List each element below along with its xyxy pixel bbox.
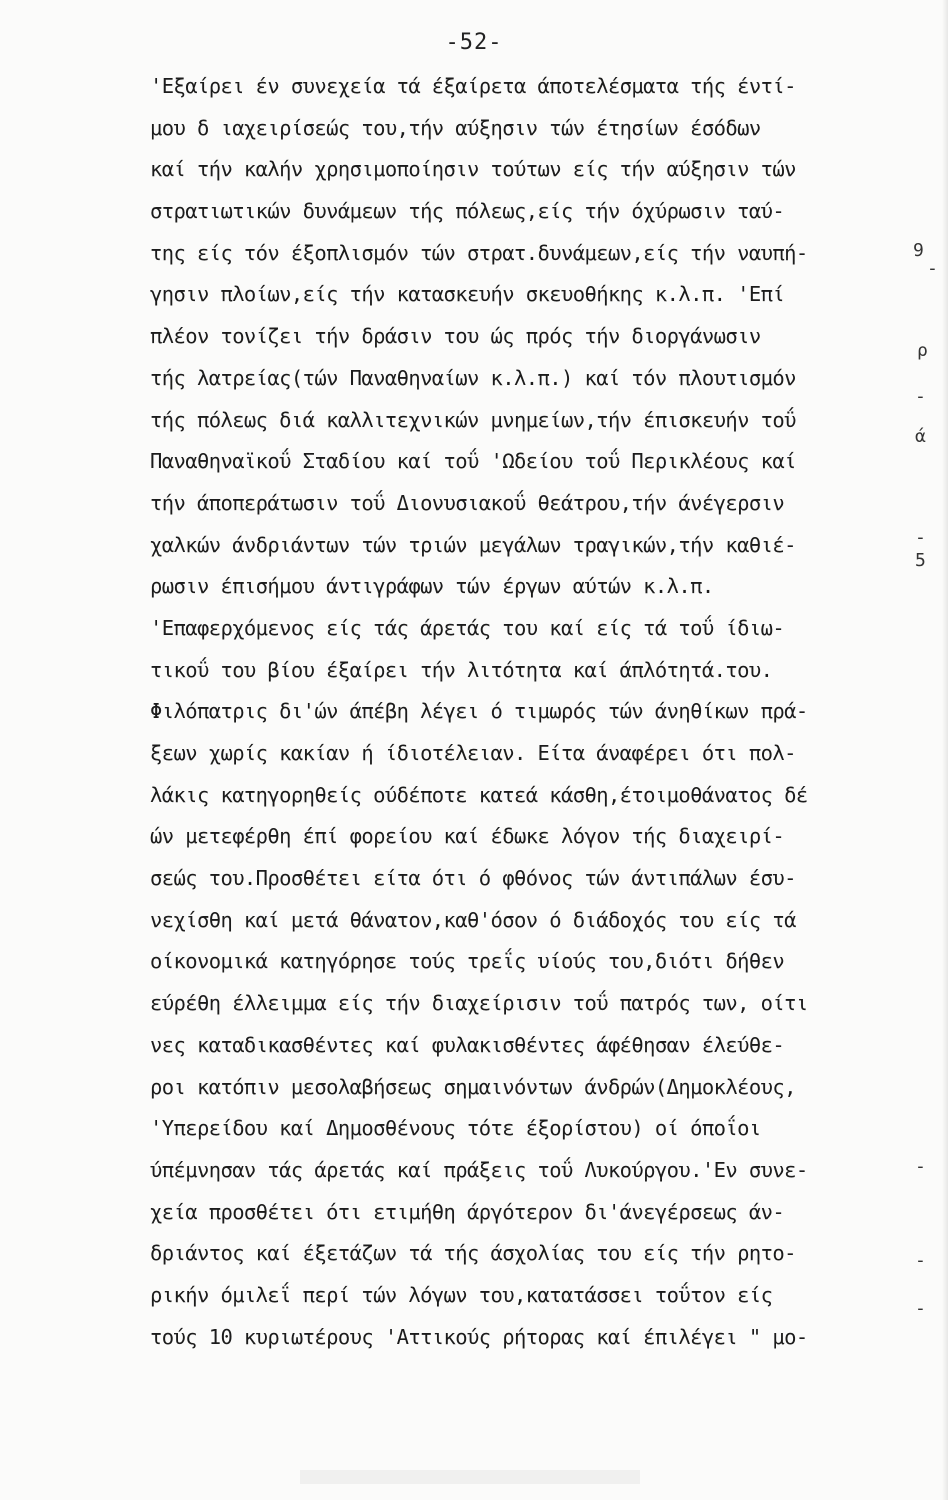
text-line: νεχίσθη καί μετά θάνατον,καθ'όσον ό διάδοχός του είς τά [150,907,796,932]
text-line: τήν άποπεράτωσιν τοΰ Διονυσιακοΰ θεάτρου,τήν άνέγερσιν [150,490,785,515]
page-edge-shadow [942,0,948,1500]
text-line: τικοΰ του βίου έξαίρει τήν λιτότητα καί άπλότητά.του. [150,657,773,682]
margin-mark: 5 [915,550,926,571]
margin-mark: - [915,527,926,548]
text-line: ροι κατόπιν μεσολαβήσεως σημαινόντων άνδρών(Δημοκλέους, [150,1074,796,1099]
page-number: -52- [445,30,503,55]
text-line: τής λατρείας(τών Παναθηναίων κ.λ.π.) καί τόν πλουτισμόν [150,365,796,390]
text-line: εύρέθη έλλειμμα είς τήν διαχείρισιν τοΰ πατρός των, οίτι [150,991,808,1016]
text-line: της είς τόν έξοπλισμόν τών στρατ.δυνάμεων,είς τήν ναυπή- [150,240,808,265]
text-line: ξεων χωρίς κακίαν ή ίδιοτέλειαν. Είτα άναφέρει ότι πολ- [150,741,796,765]
text-line: χαλκών άνδριάντων τών τριών μεγάλων τραγικών,τήν καθιέ- [150,532,796,557]
text-line: χεία προσθέτει ότι ετιμήθη άργότερον δι'άνεγέρσεως άν- [150,1199,785,1224]
text-line: 'Εξαίρει έν συνεχεία τά έξαίρετα άποτελέσματα τής έντί- [150,74,796,98]
text-line: οίκονομικά κατηγόρησε τούς τρεΐς υίούς του,διότι δήθεν [150,949,785,974]
text-line: σεώς του.Προσθέτει είτα ότι ό φθόνος τών άντιπάλων έσυ- [150,866,796,891]
text-line: ρικήν όμιλεΐ περί τών λόγων του,κατατάσσει τοΰτον είς [150,1282,773,1307]
text-line: ών μετεφέρθη έπί φορείου καί έδωκε λόγον τής διαχειρί- [150,824,785,849]
text-line: λάκις κατηγορηθείς ούδέποτε κατεά κάσθη,έτοιμοθάνατος δέ [150,782,808,807]
margin-mark: - [915,386,926,407]
margin-mark: - [927,258,938,279]
text-line: τούς 10 κυριωτέρους 'Αττικούς ρήτορας καί έπιλέγει " μο- [150,1324,808,1349]
show-through-bleed [300,1470,640,1484]
margin-mark: - [915,1156,926,1177]
text-line: ύπέμνησαν τάς άρετάς καί πράξεις τοΰ Λυκούργου.'Εν συνε- [150,1157,808,1182]
text-line: τής πόλεως διά καλλιτεχνικών μνημείων,τήν έπισκευήν τοΰ [150,407,796,432]
text-line: Παναθηναϊκοΰ Σταδίου καί τοΰ 'Ωδείου τοΰ Περικλέους καί [150,449,796,474]
text-line: μου δ ιαχειρίσεώς του,τήν αύξησιν τών έτησίων έσόδων [150,115,761,140]
margin-mark: ρ [917,340,928,361]
text-line: καί τήν καλήν χρησιμοποίησιν τούτων είς τήν αύξησιν τών [150,157,796,182]
text-line: Φιλόπατρις δι'ών άπέβη λέγει ό τιμωρός τών άνηθίκων πρά- [150,699,808,724]
text-line: γησιν πλοίων,είς τήν κατασκευήν σκευοθήκης κ.λ.π. 'Επί [150,282,785,307]
text-line: δριάντος καί έξετάζων τά τής άσχολίας του είς τήν ρητο- [150,1241,796,1266]
text-line: στρατιωτικών δυνάμεων τής πόλεως,είς τήν όχύρωσιν ταύ- [150,199,785,224]
margin-mark: 9 [913,240,924,261]
margin-mark: ά [915,426,926,447]
text-line: 'Υπερείδου καί Δημοσθένους τότε έξορίστου) οί όποΐοι [150,1116,761,1141]
text-line: νες καταδικασθέντες καί φυλακισθέντες άφέθησαν έλεύθε- [150,1032,785,1057]
text-line: πλέον τονίζει τήν δράσιν του ώς πρός τήν διοργάνωσιν [150,324,761,349]
margin-mark: - [915,1250,926,1271]
text-line: ρωσιν έπισήμου άντιγράφων τών έργων αύτών κ.λ.π. [150,574,714,599]
typed-text-body [150,66,895,1358]
margin-mark: - [915,1298,926,1319]
text-line: 'Επαφερχόμενος είς τάς άρετάς του καί είς τά τοΰ ίδιω- [150,615,785,640]
